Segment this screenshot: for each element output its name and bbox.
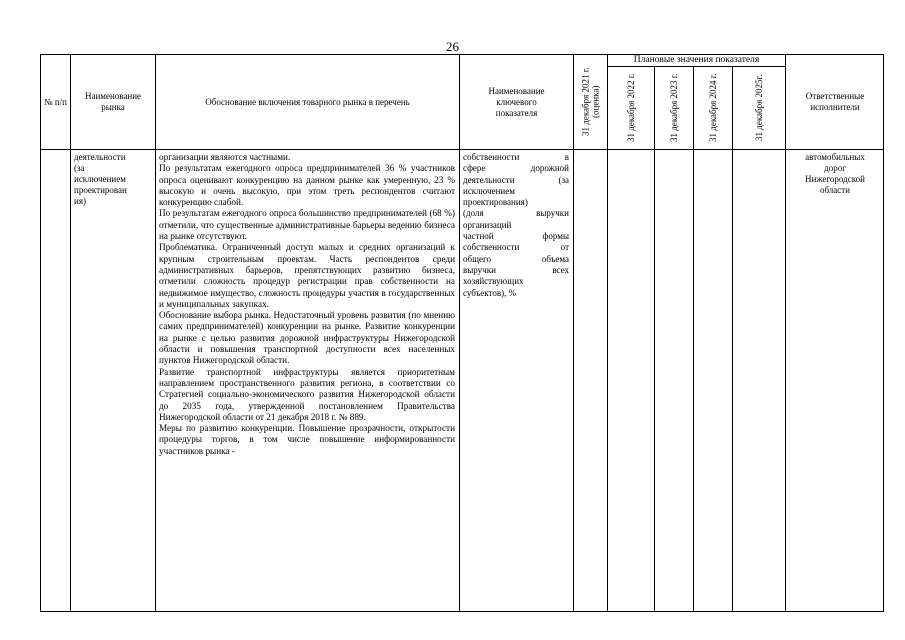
header-num: № п/п — [44, 96, 67, 107]
responsible-line: автомобильных — [805, 152, 865, 162]
indicator-line: исключением — [463, 185, 515, 196]
market-line: деятельности — [74, 152, 126, 162]
justification-paragraph: По результатам ежегодного опроса большинство предпринимателей (68 %) отметили, что существенные административные барьеры ведению бизнеса на рынке отсутствуют. — [159, 208, 455, 242]
market-line: ия) — [74, 196, 86, 206]
page-number: 26 — [446, 39, 459, 54]
header-year-2022: 31 декабря 2022 г. — [626, 73, 636, 143]
market-line: исключением — [74, 174, 126, 184]
justification-paragraph: Обоснование выбора рынка. Недостаточный уровень развития (по мнению самих предпринимателей) конкуренции на рынке. Развитие конкуренции на рынке с целью развития дорожной инфраструктуры Нижегородской области и повышения транспортной доступности всех населенных пунктов Нижегородской области. — [159, 310, 455, 366]
header-responsible: Ответственные исполнители — [805, 91, 865, 112]
indicator-cell — [463, 152, 569, 299]
indicator-line: частной формы — [463, 231, 569, 242]
responsible-line: области — [819, 185, 851, 195]
header-market: Наименование рынка — [84, 91, 142, 112]
header-baseline: 31 декабря 2021 г. (оценка) — [580, 67, 601, 137]
indicator-line: общего объема — [463, 253, 569, 264]
responsible-line: Нижегородской — [805, 174, 865, 184]
justification-paragraph: организации являются частными. — [159, 152, 291, 162]
justification-paragraph: Проблематика. Ограниченный доступ малых и средних организаций к крупным строительным проектам. Часть респондентов среди административных барьеров, препятствующих развитию бизнеса, отметили сложность процедур регистрации прав собственности на недвижимое имущество, сложность процедуры участия в государственных и муниципальных закупках. — [159, 242, 455, 309]
header-year-2024: 31 декабря 2024 г. — [708, 73, 718, 143]
justification-paragraph: Меры по развитию конкуренции. Повышение прозрачности, открытости процедуры торгов, в том числе повышение информированности участников рынка - — [159, 423, 455, 456]
header-justification: Обоснование включения товарного рынка в перечень — [205, 96, 410, 107]
header-indicator: Наименование ключевого показателя — [488, 85, 545, 118]
indicator-line: собственности от — [463, 242, 569, 253]
indicator-line: проектирования) — [463, 197, 528, 208]
indicator-line: сфере дорожной — [463, 163, 569, 174]
responsible-cell — [786, 152, 884, 196]
header-year-2025: 31 декабря 2025г. — [754, 74, 764, 142]
indicator-line: (доля выручки — [463, 208, 569, 219]
market-line: (за — [74, 163, 85, 173]
responsible-line: дорог — [824, 163, 846, 173]
justification-paragraph: По результатам ежегодного опроса предпринимателей 36 % участников опроса оценивают конкуренцию на данном рынке как умеренную, 23 % высокую и очень высокую, при этом треть респондентов считают конкуренцию слабой. — [159, 163, 455, 208]
header-year-2023: 31 декабря 2023 г. — [669, 73, 679, 143]
indicator-line: субъектов), % — [463, 287, 517, 298]
header-planned-group: Плановые значения показателя — [633, 55, 760, 65]
indicator-line: организаций — [463, 219, 512, 230]
market-cell — [74, 152, 154, 207]
justification-paragraph: Развитие транспортной инфраструктуры является приоритетным направлением пространственного развития региона, в соответствии со Стратегией социально-экономического развития Нижегородской области до 2035 года, утвержденной постановлением Правительства Нижегородской области от 21 декабря 2018 г. № 889. — [159, 366, 455, 422]
market-line: проектирован — [74, 185, 127, 195]
indicator-line: выручки всех — [463, 264, 569, 275]
indicator-line: деятельности (за — [463, 174, 569, 185]
indicator-line: хозяйствующих — [463, 276, 524, 287]
indicator-line: собственности в — [463, 152, 569, 162]
justification-cell — [159, 152, 455, 610]
